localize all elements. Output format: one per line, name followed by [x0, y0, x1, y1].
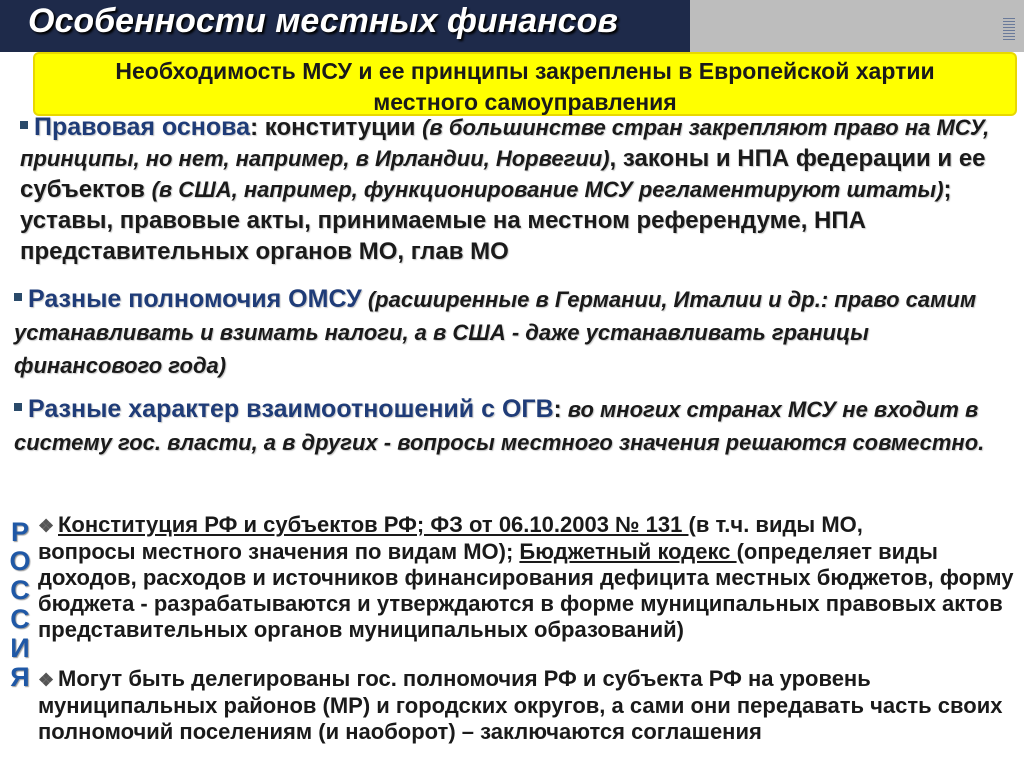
powers-heading: Разные полномочия ОМСУ — [28, 285, 362, 313]
header-decor-bar — [690, 0, 1024, 52]
legal-basis-heading: Правовая основа — [34, 113, 251, 141]
rf-delegation-item: ❖ Могут быть делегированы гос. полномочия РФ и субъекта РФ на уровень муниципальных районов (МР) и городских округов, а сами они передавать часть своих полномочий поселениям (и наоборот) – заключаются соглашения — [38, 666, 1003, 744]
russia-vertical-label: Р О С С И Я — [9, 517, 31, 692]
square-bullet-icon — [20, 121, 28, 129]
relations-paragraph: Разные характер взаимоотношений с ОГВ: во многих странах МСУ не входит в систему гос. власти, а в других - вопросы местного значения решаются совместно. — [14, 395, 985, 455]
diamond-bullet-icon: ❖ — [38, 670, 55, 690]
square-bullet-icon — [14, 293, 22, 301]
square-bullet-icon — [14, 403, 22, 411]
decor-lines — [1003, 18, 1015, 50]
charter-banner — [35, 54, 1015, 114]
title-bar — [0, 0, 690, 52]
diamond-bullet-icon: ❖ — [38, 516, 55, 536]
rf-legal-basis-item: ❖ Конституция РФ и субъектов РФ; ФЗ от 06.10.2003 № 131 (в т.ч. виды МО, вопросы местного значения по видам МО); Бюджетный кодекс (определяет виды доходов, расходов и источников финансирования дефицита местных бюджетов, форму бюджета - разрабатываются и утверждаются в форме муниципальных правовых актов представительных органов муниципальных образований) — [38, 512, 1014, 642]
powers-paragraph: Разные полномочия ОМСУ (расширенные в Германии, Италии и др.: право самим устанавливать и взимать налоги, а в США - даже устанавливать границы финансового года) — [14, 285, 977, 378]
slide-title: Особенности местных финансов — [28, 2, 618, 40]
charter-line-2: местного самоуправления — [373, 89, 677, 115]
legal-basis-paragraph: Правовая основа: конституции (в большинстве стран закрепляют право на МСУ, принципы, но нет, например, в Ирландии, Норвегии), законы и НПА федерации и ее субъектов (в США, например, функционирование МСУ регламентируют штаты); уставы, правовые акты, принимаемые на местном референдуме, НПА представительных органов МО, глав МО — [20, 113, 990, 265]
charter-line-1: Необходимость МСУ и ее принципы закреплены в Европейской хартии — [115, 58, 935, 84]
relations-heading: Разные характер взаимоотношений с ОГВ — [28, 395, 554, 423]
